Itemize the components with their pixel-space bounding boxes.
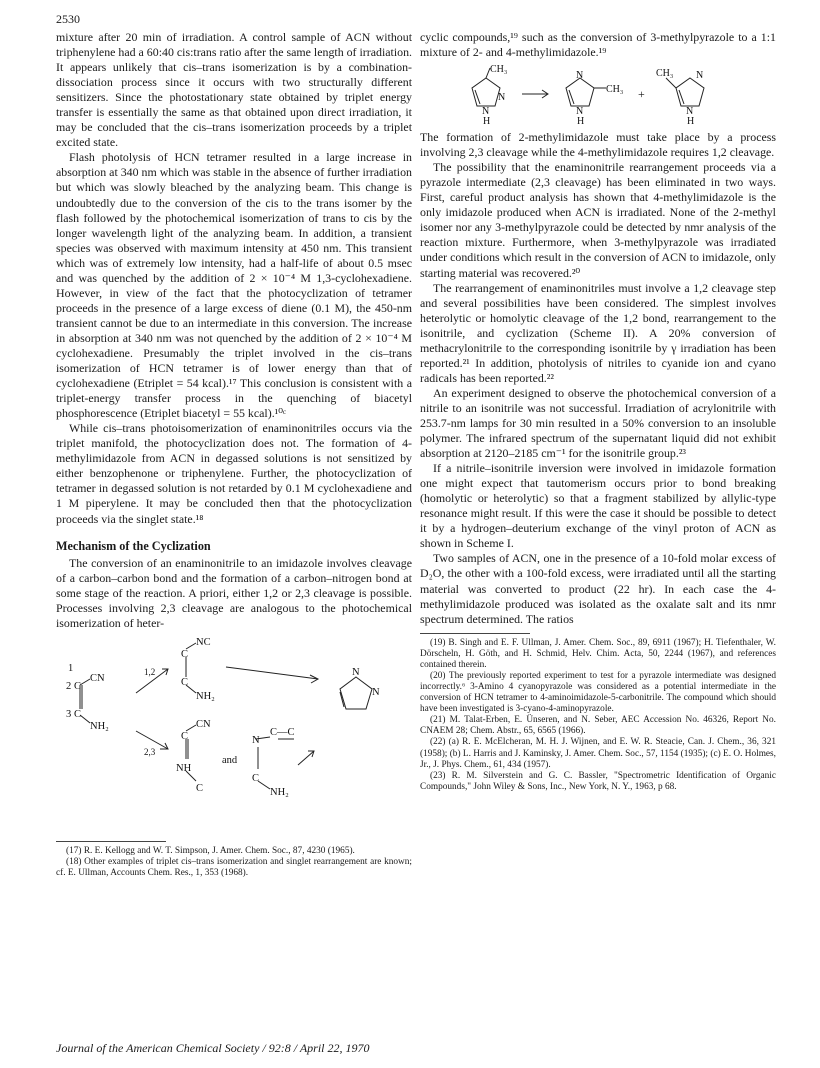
- nitrogen-label: N: [498, 92, 506, 104]
- footnote-rule: [56, 841, 166, 842]
- nitrogen-label: N: [576, 106, 584, 118]
- cn-label: CN: [90, 672, 105, 684]
- carbon-label: C: [181, 676, 189, 688]
- carbon-label: C: [252, 772, 260, 784]
- footnote: (17) R. E. Kellogg and W. T. Simpson, J. Amer. Chem. Soc., 87, 4230 (1965).: [66, 845, 355, 856]
- paragraph: Two samples of ACN, one in the presence of a 10-fold molar excess of D₂O, the other with a 100-fold excess, were irradiated until all the starting material was converted to product (22 hr). In each case the 4-methylimidazole produced was isolated as the oxalate salt and its nmr spectrum determined. The ratios: [420, 551, 776, 626]
- carbon-label: C: [181, 730, 189, 742]
- hydrogen-label: H: [687, 116, 695, 127]
- carbon-label-1: 1: [68, 662, 74, 674]
- left-column: [56, 30, 412, 879]
- paragraph: mixture after 20 min of irradiation. A control sample of ACN without triphenylene had a 60:40 cis:trans ratio after the same length of irradiation. It appears unlikely that cis–trans isomerization is by a combination-dissociation process since it occurs with two structurally different sensitizers. Since the photostationary state obtained by triplet energy transfer is essentially the same as that obtained upon direct irradiation, it may be concluded that the cis–trans isomerization proceeds by a triplet excited state.: [56, 30, 412, 150]
- footnote: (19) B. Singh and E. F. Ullman, J. Amer. Chem. Soc., 89, 6911 (1967); H. Tiefenthaler, W. Dörscheln, H. Göth, and H. Schmid, Helv. Chim. Acta, 50, 2244 (1967), and references contained therein.: [420, 637, 776, 670]
- cleavage-label-12: 1,2: [144, 666, 156, 677]
- cleavage-label-23: 2,3: [144, 746, 156, 757]
- right-column: [420, 30, 776, 793]
- plus-sign: +: [638, 87, 645, 102]
- footnotes-right: [420, 638, 776, 793]
- paragraph: Flash photolysis of HCN tetramer resulted in a large increase in absorption at 340 nm which was stable in the absence of further irradiation but which was slowly bleached by the analyzing beam. This change is undoubtedly due to the conversion of the cis to the trans isomer by the flash followed by the photochemical isomerization of trans to cis by the longer wavelength light of the analyzing beam. In addition, a transient species was observed with maximum intensity at 450 nm. This transient which was of extremely low intensity, had a half-life of about 0.5 msec and was quenched by the addition of 2 × 10⁻⁴ M 1,3-cyclohexadiene. However, in view of the fact that the photocyclization of tetramer proceeds in the presence of a large excess of diene (0.1 M), the 450-nm transient cannot be due to an intermediate in this conversion. The increase in absorption at 340 nm was not quenched by the addition of 2 × 10⁻⁴ M cyclohexadiene. Presumably the triplet involved in the cis–trans isomerization of HCN tetramer is of lower energy than that of cyclohexadiene (Etriplet = 54 kcal).¹⁷ This conclusion is consistent with a triplet-energy transfer process in the quenching of biacetyl phosphorescence (Etriplet biacetyl = 55 kcal).¹⁰ᶜ: [56, 150, 412, 421]
- paragraph: While cis–trans photoisomerization of enaminonitriles occurs via the triplet manifold, the photocyclization does not. The formation of 4-methylimidazole from ACN in degassed solutions is not sensitized by either benzophenone or triphenylene. Further, the photocyclization of tetramer in degassed solution is not retarded by 0.1 M cyclohexadiene and 1 M piperylene. It may be concluded then that the photocyclization proceeds via the singlet state.¹⁸: [56, 421, 412, 526]
- paragraph: The conversion of an enaminonitrile to an imidazole involves cleavage of a carbon–carbon bond and the formation of a carbon–nitrogen bond at some stage of the reaction. A priori, either 1,2 or 2,3 cleavage is possible. Processes involving 2,3 cleavage are analogous to the photochemical isomerization of heter-: [56, 555, 412, 630]
- ring-nitrogen-label: N: [352, 666, 360, 678]
- paragraph: The rearrangement of enaminonitriles must involve a 1,2 cleavage step and several possibilities have been considered. The simplest involves heterolytic or homolytic cleavage of the 1,2 bond, rearrangement to the isonitrile, and cyclization (Scheme II). A 20% conversion of methacrylonitrile to the corresponding isonitrile by γ irradiation has been reported.²¹ In addition, photolysis of nitriles to cyanide ion and cyano radicals has been reported.²²: [420, 280, 776, 385]
- nh2-label: NH₂: [90, 720, 109, 732]
- paragraph: If a nitrile–isonitrile inversion were involved in imidazole formation one might expect that tautomerism occurs prior to bond breaking (homolytic or heterolytic) so that a fragment stabilized by allylic-type resonance might result. If this were the case it should be possible to detect it by a hydrogen–deuterium exchange of the vinyl proton of ACN as shown in Scheme I.: [420, 461, 776, 551]
- journal-footer: Journal of the American Chemical Society / 92:8 / April 22, 1970: [56, 1041, 370, 1055]
- nitrogen-label: N: [576, 70, 584, 82]
- nh2-label: NH₂: [270, 786, 289, 798]
- nitrogen-label: N: [252, 734, 260, 746]
- nh-label: NH: [176, 762, 192, 774]
- nitrogen-label: N: [482, 106, 490, 118]
- cc-bond-label: C—C: [270, 726, 295, 738]
- and-label: and: [222, 754, 238, 766]
- footnotes-left: [56, 846, 412, 879]
- cleavage-scheme: [56, 635, 412, 835]
- nc-label: NC: [196, 636, 211, 648]
- carbon-label-3: 3: [66, 708, 72, 720]
- footnote: (20) The previously reported experiment to test for a pyrazole intermediate was designed incorrectly.⁶ 3-Amino 4 cyanopyrazole was considered as a potential intermediate in the conversion of HCN tetramer to 4-aminoimidazole-5-carbonitrile. The compound which should have been investigated is 3-cyano-4-aminopyrazole.: [420, 670, 776, 715]
- methyl-label: CH₃: [656, 68, 674, 80]
- paragraph: The formation of 2-methylimidazole must take place by a process involving 2,3 cleavage while the 4-methylimidazole requires 1,2 cleavage.: [420, 130, 776, 160]
- hydrogen-label: H: [577, 116, 585, 127]
- footnote: (21) M. Talat-Erben, E. Ünseren, and N. Seber, AEC Accession No. 46326, Report No. CNAEM 28; Chem. Abstr., 65, 6565 (1966).: [420, 715, 776, 737]
- carbon-label: C: [196, 782, 204, 794]
- carbon-label: C: [181, 648, 189, 660]
- ring-nitrogen-label: N: [372, 686, 380, 698]
- footnote: (18) Other examples of triplet cis–trans isomerization and singlet rearrangement are known; cf. E. Ullman, Accounts Chem. Res., 1, 353 (1968).: [56, 856, 412, 879]
- pyrazole-imidazole-structures: [420, 64, 776, 126]
- nitrogen-label: N: [686, 106, 694, 118]
- page-number: 2530: [56, 12, 80, 26]
- nh2-label: NH₂: [196, 690, 215, 702]
- carbon-label: C: [74, 708, 82, 720]
- paragraph: The possibility that the enaminonitrile rearrangement proceeds via a pyrazole intermediate (2,3 cleavage) has been eliminated in two ways. First, careful product analysis has shown that 4-methylimidazole is the only imidazole produced when ACN is irradiated. None of the 2-methyl isomer nor any 3-methylpyrazole could be detected by nmr analysis of the reaction mixture. Furthermore, when 3-methylpyrazole was irradiated under conditions which result in the conversion of ACN to imidazole, only starting material was recovered.²⁰: [420, 160, 776, 280]
- footnote: (23) R. M. Silverstein and G. C. Bassler, "Spectrometric Identification of Organic Compounds," John Wiley & Sons, Inc., New York, N. Y., 1963, p 68.: [420, 770, 776, 792]
- carbon-label: C: [74, 680, 82, 692]
- nitrogen-label: N: [696, 70, 704, 82]
- hydrogen-label: H: [483, 116, 491, 127]
- methyl-label: CH₃: [606, 84, 624, 96]
- section-heading: Mechanism of the Cyclization: [56, 538, 211, 553]
- paragraph: cyclic compounds,¹⁹ such as the conversion of 3-methylpyrazole to a 1:1 mixture of 2- and 4-methylimidazole.¹⁹: [420, 30, 776, 60]
- paragraph: An experiment designed to observe the photochemical conversion of a nitrile to an isonitrile was not successful. Irradiation of acrylonitrile with 253.7-nm lamps for 30 min resulted in a 50% conversion to an insoluble polymer. The infrared spectrum of the supernatant liquid did not exhibit absorption at 2120–2185 cm⁻¹ for the isonitrile group.²³: [420, 385, 776, 461]
- footnote-rule: [420, 633, 530, 634]
- cn-label: CN: [196, 718, 211, 730]
- carbon-label-2: 2: [66, 680, 72, 692]
- methyl-label: CH₃: [490, 64, 508, 76]
- footnote: (22) (a) R. E. McElcheran, M. H. J. Wijnen, and E. W. R. Steacie, Can. J. Chem., 36, 321 (1958); (b) L. Harris and J. Kaminsky, J. Amer. Chem. Soc., 57, 1154 (1935); (c) E. O. Holmes, Jr., J. Phys. Chem., 61, 434 (1957).: [420, 737, 776, 770]
